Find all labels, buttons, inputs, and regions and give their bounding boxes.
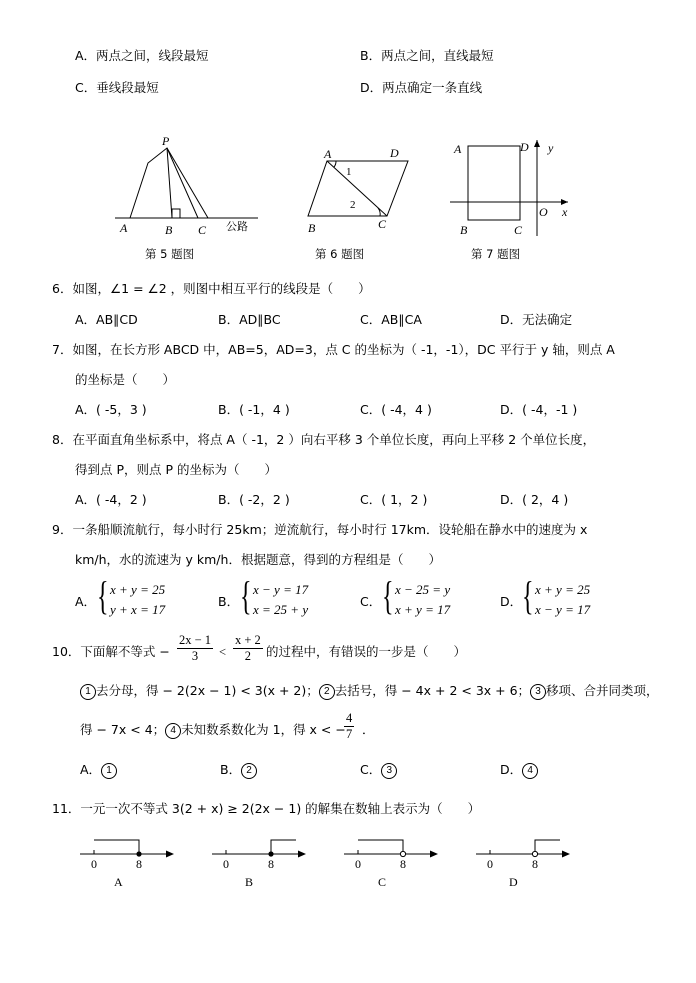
fig5-right-angle-mark bbox=[172, 209, 180, 218]
numline-b-caption: B bbox=[245, 875, 254, 889]
q10-option-b-label: B． bbox=[220, 762, 242, 777]
q10-option-d-label: D． bbox=[500, 762, 523, 777]
fig6-caption: 第 6 题图 bbox=[315, 247, 365, 261]
numline-d-arrow bbox=[562, 851, 570, 858]
fig7-label-x: x bbox=[562, 205, 568, 219]
numline-a-caption: A bbox=[114, 875, 123, 889]
q9-d-eq1: x + y = 25 bbox=[535, 582, 591, 597]
fig7-caption: 第 7 题图 bbox=[471, 247, 521, 261]
q8-stem-line2: 得到点 P，则点 P 的坐标为（ ） bbox=[75, 462, 277, 477]
number-line-a bbox=[78, 830, 178, 890]
q8-option-a: A．( -4，2 ) bbox=[75, 492, 147, 507]
q7-stem-line1 bbox=[52, 342, 615, 358]
q6-option-a: A．AB∥CD bbox=[75, 312, 138, 327]
fig6-diagonal-ac bbox=[327, 161, 387, 216]
q9-option-b-brace: { bbox=[240, 573, 252, 618]
figure-6 bbox=[300, 140, 415, 240]
q9-option-d-system bbox=[535, 580, 590, 620]
q9-option-b-label: B． bbox=[218, 594, 240, 609]
q10-step4-num: 4 bbox=[346, 711, 353, 725]
q10-frac2-den: 2 bbox=[244, 649, 252, 663]
number-line-c bbox=[342, 830, 442, 890]
numline-c-point-8 bbox=[400, 851, 405, 856]
numline-a-label-8: 8 bbox=[136, 857, 142, 871]
fig6-label-c: C bbox=[378, 217, 387, 231]
q9-stem-line2: km/h，水的流速为 y km/h．根据题意，得到的方程组是（ ） bbox=[75, 552, 441, 567]
numline-b-label-8: 8 bbox=[268, 857, 274, 871]
fig6-label-b: B bbox=[308, 221, 316, 235]
q8-option-c: C．( 1，2 ) bbox=[360, 492, 428, 507]
numline-b-solution-bracket bbox=[271, 840, 296, 854]
fig5-label-b: B bbox=[165, 223, 173, 237]
q10-step3-cont: 得 − 7x < 4； bbox=[80, 722, 166, 737]
fig7-y-arrow bbox=[534, 140, 540, 147]
q10-step3-marker: 3 bbox=[530, 684, 546, 700]
fig6-parallelogram bbox=[308, 161, 408, 216]
q9-option-c-system bbox=[395, 580, 450, 620]
q9-option-b-system bbox=[253, 580, 308, 620]
number-line-b bbox=[210, 830, 310, 890]
numline-d-caption: D bbox=[509, 875, 518, 889]
fig7-label-d: D bbox=[520, 140, 529, 154]
q7-option-a: A．( -5，3 ) bbox=[75, 402, 147, 417]
q6-stem bbox=[52, 281, 371, 297]
q9-option-c-label: C． bbox=[360, 594, 382, 609]
numline-a-label-0: 0 bbox=[91, 857, 97, 871]
q10-option-d bbox=[500, 762, 538, 779]
q10-option-c bbox=[360, 762, 397, 779]
numline-d-label-0: 0 bbox=[487, 857, 493, 871]
fig6-label-1: 1 bbox=[346, 166, 352, 178]
numline-d-label-8: 8 bbox=[532, 857, 538, 871]
q9-a-eq1: x + y = 25 bbox=[110, 582, 166, 597]
q8-text-1: ．在平面直角坐标系中，将点 A（ -1，2 ）向右平移 3 个单位长度，再向上平移 2 个单位长度， bbox=[59, 432, 596, 447]
q10-step2-marker: 2 bbox=[319, 684, 335, 700]
q9-option-a-label: A． bbox=[75, 594, 97, 609]
q7-option-d: D．( -4，-1 ) bbox=[500, 402, 578, 417]
q10-step4-text: 未知数系数化为 1，得 x < − bbox=[181, 722, 346, 737]
fig7-label-c: C bbox=[514, 223, 523, 237]
q10-option-a bbox=[80, 762, 117, 779]
fig5-label-road-clipped: 公路 bbox=[226, 221, 248, 233]
q9-option-a-system bbox=[110, 580, 165, 620]
fig7-label-b: B bbox=[460, 223, 468, 237]
fig5-label-p: P bbox=[162, 134, 170, 148]
q10-step2-text: 去括号，得 − 4x + 2 < 3x + 6； bbox=[334, 683, 531, 698]
q7-option-c: C．( -4，4 ) bbox=[360, 402, 432, 417]
numline-c-arrow bbox=[430, 851, 438, 858]
q10-less-than: < bbox=[219, 645, 227, 659]
q6-option-d: D．无法确定 bbox=[500, 312, 573, 327]
q10-step3-text: 移项、合并同类项， bbox=[546, 683, 659, 698]
q10-step4-fraction bbox=[344, 711, 354, 742]
fig7-label-y: y bbox=[548, 141, 554, 155]
q6-text: ．如图，∠1 = ∠2 ，则图中相互平行的线段是（ ） bbox=[59, 281, 371, 296]
q9-stem-line1 bbox=[52, 522, 587, 538]
numline-a-point-8 bbox=[136, 851, 141, 856]
numline-a-solution-bracket bbox=[94, 840, 139, 854]
numline-c-label-0: 0 bbox=[355, 857, 361, 871]
fig6-label-a: A bbox=[324, 147, 332, 161]
q10-stem-prefix bbox=[52, 644, 170, 660]
q10-steps-line2 bbox=[80, 722, 346, 739]
fig7-rectangle bbox=[468, 146, 520, 220]
numline-d-solution-bracket bbox=[535, 840, 560, 851]
q10-fraction-1 bbox=[177, 633, 213, 664]
fig7-label-a: A bbox=[454, 142, 462, 156]
q10-step4-marker: 4 bbox=[165, 723, 181, 739]
q10-frac2-num: x + 2 bbox=[235, 633, 261, 647]
q10-option-c-mark: 3 bbox=[381, 763, 397, 779]
q10-option-b bbox=[220, 762, 257, 779]
numline-a-arrow bbox=[166, 851, 174, 858]
numline-b-arrow bbox=[298, 851, 306, 858]
number-line-d bbox=[474, 830, 574, 890]
figure-5 bbox=[110, 130, 270, 240]
fig5-label-c: C bbox=[198, 223, 207, 237]
q6-option-c: C．AB∥CA bbox=[360, 312, 422, 327]
q11-stem bbox=[52, 801, 480, 817]
prev-option-d: D．两点确定一条直线 bbox=[360, 80, 483, 95]
q7-option-b: B．( -1，4 ) bbox=[218, 402, 290, 417]
q10-option-a-label: A． bbox=[80, 762, 102, 777]
fig7-label-o: O bbox=[539, 205, 548, 219]
q9-option-d-label: D． bbox=[500, 594, 523, 609]
q8-option-d: D．( 2，4 ) bbox=[500, 492, 569, 507]
q10-step4-end: ． bbox=[362, 722, 375, 737]
numline-b-point-8 bbox=[268, 851, 273, 856]
q10-option-b-mark: 2 bbox=[241, 763, 257, 779]
q10-number: 10 bbox=[52, 644, 68, 659]
q8-stem-line1 bbox=[52, 432, 595, 448]
q8-option-b: B．( -2，2 ) bbox=[218, 492, 290, 507]
numline-c-caption: C bbox=[378, 875, 387, 889]
q10-option-c-label: C． bbox=[360, 762, 382, 777]
q7-stem-line2: 的坐标是（ ） bbox=[75, 372, 176, 387]
q9-d-eq2: x − y = 17 bbox=[535, 602, 591, 617]
prev-option-a: A．两点之间，线段最短 bbox=[75, 48, 209, 63]
q9-c-eq1: x − 25 = y bbox=[395, 582, 451, 597]
numline-c-label-8: 8 bbox=[400, 857, 406, 871]
q7-text-1: ．如图，在长方形 ABCD 中，AB=5，AD=3，点 C 的坐标为（ -1，-1），DC 平行于 y 轴，则点 A bbox=[59, 342, 615, 357]
fig5-segment-pc bbox=[167, 148, 208, 218]
q6-number: 6 bbox=[52, 281, 60, 296]
q10-frac1-den: 3 bbox=[191, 649, 199, 663]
q9-b-eq1: x − y = 17 bbox=[253, 582, 309, 597]
q10-prefix-text: ．下面解不等式 − bbox=[67, 644, 170, 659]
q10-step4-den: 7 bbox=[346, 727, 353, 741]
figure-7 bbox=[448, 136, 578, 240]
q9-number: 9 bbox=[52, 522, 60, 537]
q10-steps-line1 bbox=[80, 683, 659, 700]
q9-c-eq2: x + y = 17 bbox=[395, 602, 451, 617]
q10-step1-marker: 1 bbox=[80, 684, 96, 700]
fig5-label-a: A bbox=[120, 221, 128, 235]
fig6-angle1-arc bbox=[334, 161, 336, 167]
q10-fraction-2 bbox=[233, 633, 263, 664]
fig5-caption: 第 5 题图 bbox=[145, 247, 195, 261]
fig6-label-d: D bbox=[390, 146, 399, 160]
q9-b-eq2: x = 25 + y bbox=[253, 602, 309, 617]
q11-text: ．一元一次不等式 3(2 + x) ≥ 2(2x − 1) 的解集在数轴上表示为（ ） bbox=[67, 801, 481, 816]
numline-d-point-8 bbox=[532, 851, 537, 856]
q9-option-c-brace: { bbox=[382, 573, 394, 618]
numline-c-solution-bracket bbox=[358, 840, 403, 851]
q9-option-a-brace: { bbox=[97, 573, 109, 618]
q8-number: 8 bbox=[52, 432, 60, 447]
q10-step1-text: 去分母，得 − 2(2x − 1) < 3(x + 2)； bbox=[96, 683, 319, 698]
prev-option-b: B．两点之间，直线最短 bbox=[360, 48, 494, 63]
q10-option-a-mark: 1 bbox=[101, 763, 117, 779]
q10-stem-suffix: 的过程中，有错误的一步是（ ） bbox=[266, 644, 467, 659]
q7-number: 7 bbox=[52, 342, 60, 357]
q9-a-eq2: y + x = 17 bbox=[110, 602, 166, 617]
prev-option-c: C．垂线段最短 bbox=[75, 80, 159, 95]
q10-option-d-mark: 4 bbox=[522, 763, 538, 779]
fig6-label-2: 2 bbox=[350, 199, 356, 211]
q6-option-b: B．AD∥BC bbox=[218, 312, 281, 327]
numline-b-label-0: 0 bbox=[223, 857, 229, 871]
q11-number: 11 bbox=[52, 801, 68, 816]
q9-text-1: ．一条船顺流航行，每小时行 25km；逆流航行，每小时行 17km．设轮船在静水中的速度为 x bbox=[59, 522, 588, 537]
q10-frac1-num: 2x − 1 bbox=[179, 633, 212, 647]
q9-option-d-brace: { bbox=[522, 573, 534, 618]
